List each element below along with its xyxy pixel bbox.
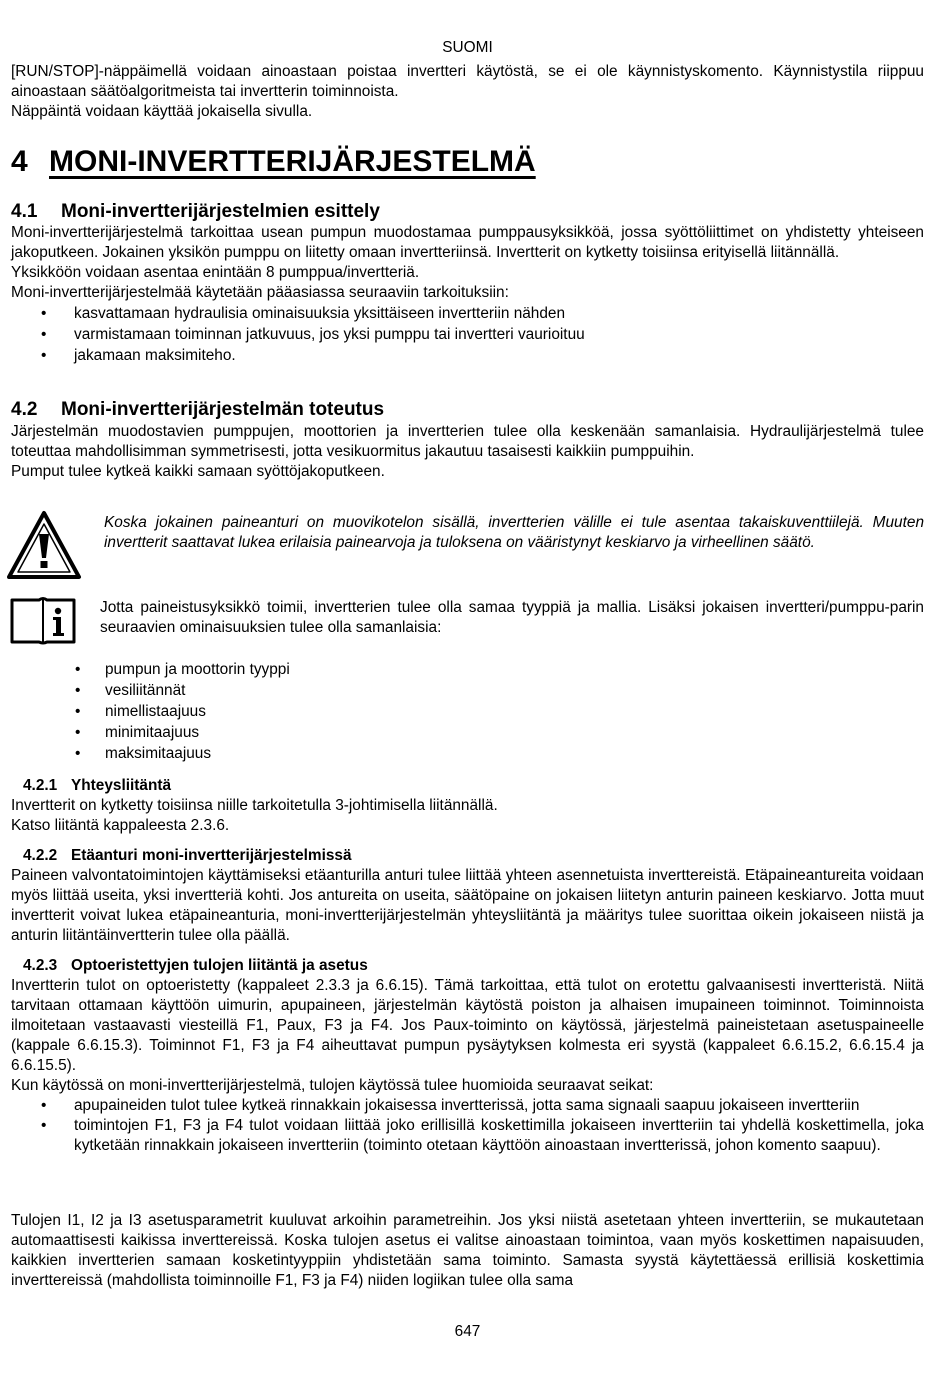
- paragraph: Invertterit on kytketty toisiinsa niille tarkoitetulla 3-johtimisella liitännällä.: [11, 797, 498, 814]
- paragraph: Pumput tulee kytkeä kaikki samaan syöttöjakoputkeen.: [11, 463, 385, 480]
- warning-icon: [6, 510, 82, 586]
- bullet-list: [11, 304, 924, 366]
- subsection-title: Yhteysliitäntä: [71, 777, 172, 794]
- list-item: • vesiliitännät: [11, 681, 924, 701]
- section-4-2-3-closing: [11, 1211, 924, 1291]
- list-item: • varmistamaan toiminnan jatkuvuus, jos yksi pumppu tai invertteri vaurioituu: [11, 325, 924, 345]
- list-item: • toimintojen F1, F3 ja F4 tulot voidaan liittää joko erillisillä koskettimilla jokaiseen invertteriin tai yhdellä koskettimella, joka kytketään rinnakkain jokaiseen invertteriin (toiminto otetaan käyttöön ainoastaan invertterissä, johon komento saapuu).: [11, 1116, 924, 1156]
- info-text: Jotta paineistusyksikkö toimii, invertterien tulee olla samaa tyyppiä ja mallia. Lisäksi jokaisen invertteri/pumppu-parin seuraavien ominaisuuksien tulee olla samanlaisia:: [100, 599, 924, 636]
- list-item: • nimellistaajuus: [11, 702, 924, 722]
- chapter-number: 4: [11, 145, 28, 178]
- intro-block: [11, 62, 924, 122]
- page-number: 647: [454, 1323, 481, 1340]
- list-item: • jakamaan maksimiteho.: [11, 346, 924, 366]
- paragraph: Invertterin tulot on optoeristetty (kappaleet 2.3.3 ja 6.6.15). Tämä tarkoittaa, että tulot on erotettu galvaanisesti invertteristä. Niitä tarvitaan ottamaan käyttöön uimurin, apupaineen, järjestelmän käytöstä poiston ja alhaisen imupaineen toiminnot. Toiminnoista ilmoitetaan vastaavasti viesteillä F1, Paux, F3 ja F4. Jos Paux-toiminto on käytössä, järjestelmä paineistetaan asetuspaineelle (kappale 6.6.15.3). Toiminnot F1, F3 ja F4 aiheuttavat pumpun pysäytyksen kolmesta eri syystä (kappaleet 6.6.15.2, 6.6.15.4 ja 6.6.15.5).: [11, 977, 924, 1074]
- section-4-2-2-body: [11, 866, 924, 946]
- subsection-number: 4.2.2: [23, 847, 58, 864]
- list-item: • apupaineiden tulot tulee kytkeä rinnakkain jokaisessa invertterissä, jotta sama signaali saapuu jokaiseen invertteriin: [11, 1096, 924, 1116]
- paragraph: Kun käytössä on moni-invertterijärjestelmä, tulojen käytössä tulee huomioida seuraavat seikat:: [11, 1077, 654, 1094]
- paragraph: Moni-invertterijärjestelmää käytetään pääasiassa seuraaviin tarkoituksiin:: [11, 284, 509, 301]
- list-item: • minimitaajuus: [11, 723, 924, 743]
- list-item: • kasvattamaan hydraulisia ominaisuuksia yksittäiseen invertteriin nähden: [11, 304, 924, 324]
- intro-paragraph: Näppäintä voidaan käyttää jokaisella sivulla.: [11, 103, 313, 120]
- paragraph: Järjestelmän muodostavien pumppujen, moottorien ja invertterien tulee olla keskenään samanlaisia. Hydraulijärjestelmä tulee toteuttaa mahdollisimman symmetrisesti, jotta vesikuormitus jakautuu tasaisesti kaikkiin pumppuihin.: [11, 423, 924, 460]
- bullet-list: [11, 660, 924, 764]
- section-number: 4.2: [11, 399, 38, 420]
- subsection-number: 4.2.1: [23, 777, 58, 794]
- chapter-title: MONI-INVERTTERIJÄRJESTELMÄ: [49, 145, 536, 178]
- subsection-title: Etäanturi moni-invertterijärjestelmissä: [71, 847, 352, 864]
- subsection-heading-4-2-2: [11, 846, 936, 866]
- section-4-2-list: [11, 660, 924, 764]
- warning-text: Koska jokainen paineanturi on muovikotelon sisällä, invertterien välille ei tule asentaa takaiskuventtiilejä. Muuten invertterit saattavat lukea erilaisia painearvoja ja tuloksena on vääristynyt keskiarvo ja virheellinen säätö.: [104, 514, 924, 551]
- intro-paragraph: [RUN/STOP]-näppäimellä voidaan ainoastaan poistaa invertteri käytöstä, se ei ole käynnistyskomento. Käynnistystila riippuu ainoastaan säätöalgoritmeista tai invertterin toiminnoista.: [11, 63, 924, 100]
- bullet-list: [11, 1096, 924, 1156]
- section-heading-4-2: [11, 398, 924, 422]
- section-title: Moni-invertterijärjestelmien esittely: [61, 201, 380, 222]
- paragraph: Tulojen I1, I2 ja I3 asetusparametrit kuuluvat arkoihin parametreihin. Jos yksi niistä asetetaan yhteen invertteriin, se mukautetaan automaattisesti kaikissa inverttereissä. Koska tulojen asetus ei valitse ainoastaan toimintoa, vaan myös koskettimen napaisuuden, kaikkien invertterien samaan kosketintyyppiin yhdistetään sama toiminto. Samasta syystä käytettäessä erillisiä koskettimia inverttereissä (mahdollista toiminnoille F1, F3 ja F4) niiden logiikan tulee olla sama: [11, 1212, 924, 1289]
- section-heading-4-1: [11, 200, 924, 224]
- subsection-heading-4-2-1: [11, 776, 936, 796]
- section-4-2-3-body: [11, 976, 924, 1156]
- subsection-number: 4.2.3: [23, 957, 58, 974]
- chapter-heading: [11, 144, 924, 180]
- section-title: Moni-invertterijärjestelmän toteutus: [61, 399, 385, 420]
- paragraph: Katso liitäntä kappaleesta 2.3.6.: [11, 817, 230, 834]
- page-header-language: SUOMI: [442, 39, 493, 56]
- section-number: 4.1: [11, 201, 38, 222]
- list-item: • pumpun ja moottorin tyyppi: [11, 660, 924, 680]
- paragraph: Yksikköön voidaan asentaa enintään 8 pumppua/invertteriä.: [11, 264, 420, 281]
- section-4-1-body: [11, 223, 924, 366]
- manual-info-icon: [9, 594, 77, 652]
- paragraph: Paineen valvontatoimintojen käyttämiseksi etäanturilla anturi tulee liittää yhteen asennetuista inverttereistä. Etäpaineantureita voidaan myös liittää useita, yksi invertteriä kohti. Jos antureita on useita, säätöpaine on jokaisen liitetyn anturin paineen keskiarvo. Jotta muut invertterit voivat lukea etäpaineanturia, moni-invertterijärjestelmän yhteysliitäntä ja määritys tulee suorittaa oikein jokaiseen niistä ja anturin liitäntäinvertterin tulee olla päällä.: [11, 867, 924, 944]
- subsection-heading-4-2-3: [11, 956, 936, 976]
- paragraph: Moni-invertterijärjestelmä tarkoittaa usean pumpun muodostamaa pumppausyksikköä, jossa syöttöliittimet on yhdistetty yhteiseen jakoputkeen. Jokainen yksikön pumppu on liitetty omaan invertteriinsä. Invertterit on kytketty toisiinsa erityisellä liitännällä.: [11, 224, 924, 261]
- section-4-2-body: [11, 422, 924, 482]
- section-4-2-1-body: [11, 796, 924, 836]
- list-item: • maksimitaajuus: [11, 744, 924, 764]
- subsection-title: Optoeristettyjen tulojen liitäntä ja asetus: [71, 957, 368, 974]
